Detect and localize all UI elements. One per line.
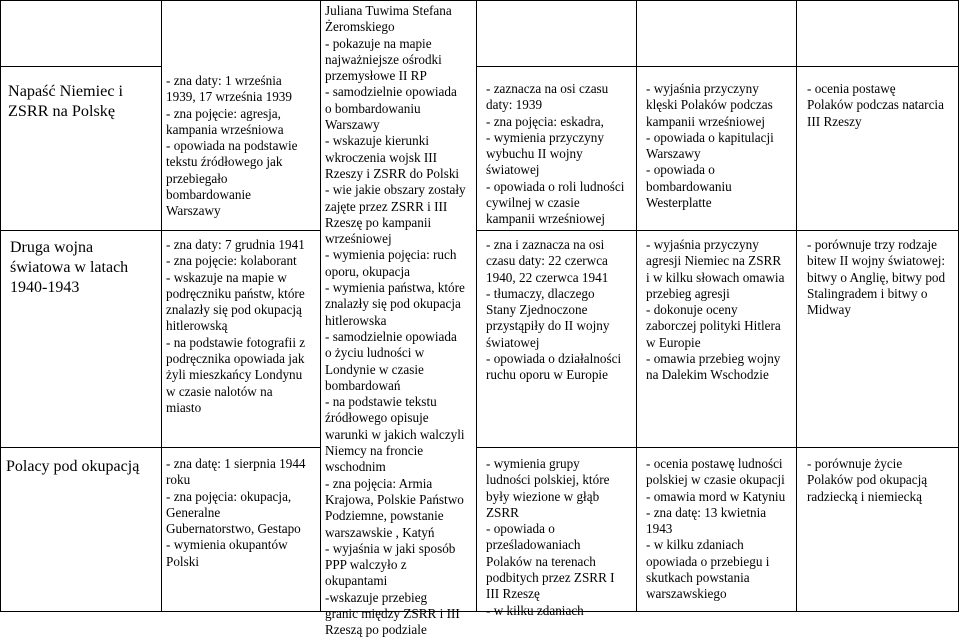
requirements-col2-row1: - zna daty: 1 września 1939, 17 września 1939 - zna pojęcie: agresja, kampania wrześniowa - opowiada na podstawie tekstu źródłowego jak przebiegało bombardowanie Warszawy xyxy=(166,73,298,219)
requirements-col5-row2: - wyjaśnia przyczyny agresji Niemiec na ZSRR i w kilku słowach omawia przebieg agresji - dokonuje oceny zaborczej polityki Hitlera w Europie - omawia przebieg wojny na Dalekim Wschodzie xyxy=(646,237,785,383)
requirements-col6-row3: - porównuje życie Polaków pod okupacją radziecką i niemiecką xyxy=(807,456,928,504)
requirements-col6-row1: - ocenia postawę Polaków podczas natarcia III Rzeszy xyxy=(807,81,944,129)
requirements-col5-row3: - ocenia postawę ludności polskiej w czasie okupacji - omawia mord w Katyniu - zna datę: 13 kwietnia 1943 - w kilku zdaniach opowiada o przebiegu i skutkach powstania warszawskiego xyxy=(646,456,786,602)
requirements-col2-row2: - zna daty: 7 grudnia 1941 - zna pojęcie: kolaborant - wskazuje na mapie w podręczniku państw, które znalazły się pod okupacją hitlerowską - na podstawie fotografii z podręcznika opowiada jak żyli mieszkańcy Londynu w czasie nalotów na miasto xyxy=(166,237,306,415)
column-divider xyxy=(161,0,162,612)
column-divider xyxy=(476,0,477,612)
row-divider xyxy=(476,230,959,231)
column-divider xyxy=(796,0,797,612)
requirements-col2-row3: - zna datę: 1 sierpnia 1944 roku - zna pojęcia: okupacja, Generalne Gubernatorstwo, Gestapo - wymienia okupantów Polski xyxy=(166,456,306,569)
requirements-col4-row2: - zna i zaznacza na osi czasu daty: 22 czerwca 1940, 22 czerwca 1941 - tłumaczy, dlaczego Stany Zjednoczone przystąpiły do II wojny światowej - opowiada o działalności ruchu oporu w Europie xyxy=(486,237,622,383)
requirements-col4-row3: - wymienia grupy ludności polskiej, które były wiezione w głąb ZSRR - opowiada o prześladowaniach Polaków na terenach podbitych przez ZSRR I III Rzeszę - w kilku zdaniach xyxy=(486,456,615,618)
column-divider xyxy=(320,0,321,612)
topic-poles-under-occupation: Polacy pod okupacją xyxy=(6,458,140,475)
requirements-col5-row1: - wyjaśnia przyczyny klęski Polaków podczas kampanii wrześniowej - opowiada o kapitulacji Warszawy - opowiada o bombardowaniu Westerplatte xyxy=(646,81,774,211)
column-divider xyxy=(0,0,1,612)
column-divider xyxy=(636,0,637,612)
row-divider xyxy=(0,66,161,67)
row-divider xyxy=(0,0,959,1)
topic-ww2-1940-1943: Druga wojna światowa w latach 1940-1943 xyxy=(10,239,129,296)
row-divider xyxy=(0,447,320,448)
requirements-col3: Juliana Tuwima Stefana Żeromskiego - pokazuje na mapie najważniejsze ośrodki przemysłowe II RP - samodzielnie opowiada o bombardowaniu Warszawy - wskazuje kierunki wkroczenia wojsk III Rzeszy i ZSRR do Polski - wie jakie obszary zostały zajęte przez ZSRR i III Rzeszę po kampanii wrześniowej - wymienia pojęcia: ruch oporu, okupacja - wymienia państwa, które znalazły się pod okupacja hitlerowska - samodzielnie opowiada o życiu ludności w Londynie w czasie bombardowań - na podstawie tekstu źródłowego opisuje warunki w jakich walczyli Niemcy na froncie wschodnim - zna pojęcia: Armia Krajowa, Polskie Państwo Podziemne, powstanie warszawskie , Katyń - wyjaśnia w jaki sposób PPP walczyło z okupantami -wskazuje przebieg granic między ZSRR i III Rzeszą po podziale xyxy=(325,3,466,638)
row-divider xyxy=(476,447,959,448)
row-divider xyxy=(0,230,320,231)
requirements-col6-row2: - porównuje trzy rodzaje bitew II wojny światowej: bitwy o Anglię, bitwy pod Stalingradem i bitwy o Midway xyxy=(807,237,946,318)
requirements-col4-row1: - zaznacza na osi czasu daty: 1939 - zna pojęcia: eskadra, - wymienia przyczyny wybuchu II wojny światowej - opowiada o roli ludności cywilnej w czasie kampanii wrześniowej xyxy=(486,81,625,227)
row-divider xyxy=(476,66,959,67)
topic-invasion: Napaść Niemiec i ZSRR na Polskę xyxy=(8,82,124,120)
